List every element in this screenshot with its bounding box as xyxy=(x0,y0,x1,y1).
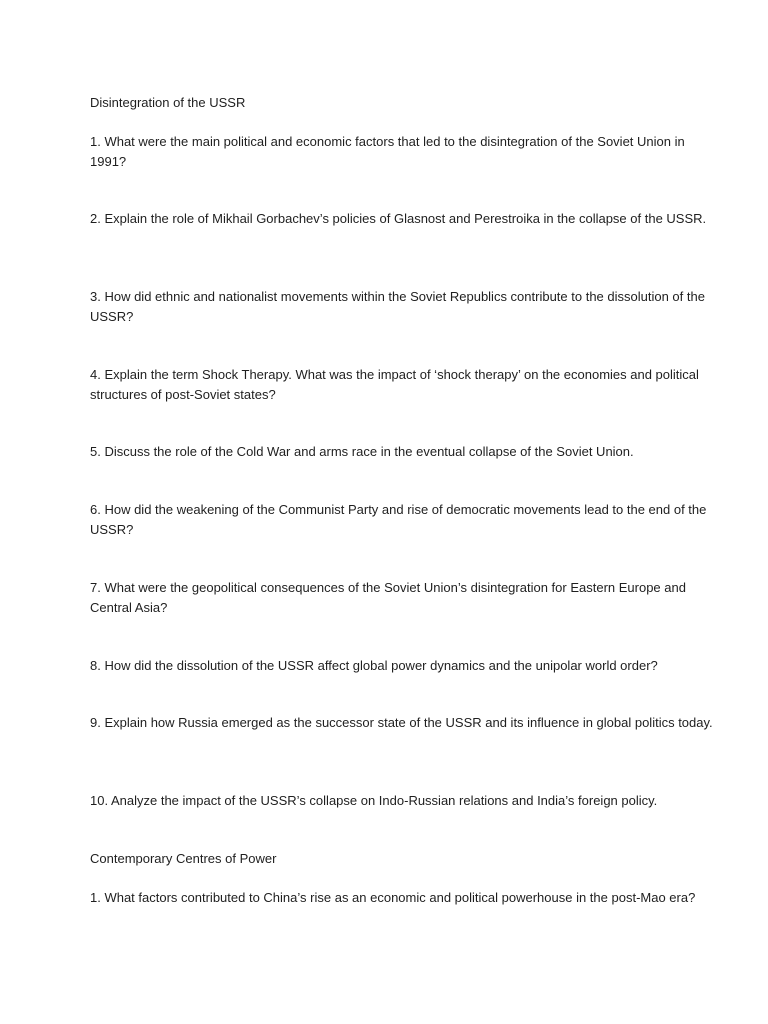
section-heading-ussr: Disintegration of the USSR xyxy=(90,95,246,110)
question-ussr-4: 4. Explain the term Shock Therapy. What was the impact of ‘shock therapy’ on the economies and political structures of post-Soviet states? xyxy=(90,367,699,402)
question-ussr-8: 8. How did the dissolution of the USSR affect global power dynamics and the unipolar world order? xyxy=(90,658,658,673)
question-ussr-6: 6. How did the weakening of the Communist Party and rise of democratic movements lead to the end of the USSR? xyxy=(90,502,707,537)
section-heading-centres-of-power: Contemporary Centres of Power xyxy=(90,851,277,866)
question-ussr-5: 5. Discuss the role of the Cold War and arms race in the eventual collapse of the Soviet Union. xyxy=(90,444,634,459)
question-ussr-3: 3. How did ethnic and nationalist movements within the Soviet Republics contribute to the dissolution of the USSR? xyxy=(90,289,705,324)
question-ussr-7: 7. What were the geopolitical consequences of the Soviet Union’s disintegration for Eastern Europe and Central Asia? xyxy=(90,580,686,615)
question-ussr-1: 1. What were the main political and economic factors that led to the disintegration of the Soviet Union in 1991? xyxy=(90,134,685,169)
question-ussr-9: 9. Explain how Russia emerged as the successor state of the USSR and its influence in global politics today. xyxy=(90,715,713,730)
question-power-1: 1. What factors contributed to China’s rise as an economic and political powerhouse in the post-Mao era? xyxy=(90,890,696,905)
question-ussr-2: 2. Explain the role of Mikhail Gorbachev’s policies of Glasnost and Perestroika in the collapse of the USSR. xyxy=(90,211,707,226)
question-ussr-10: 10. Analyze the impact of the USSR’s collapse on Indo-Russian relations and India’s foreign policy. xyxy=(90,793,658,808)
